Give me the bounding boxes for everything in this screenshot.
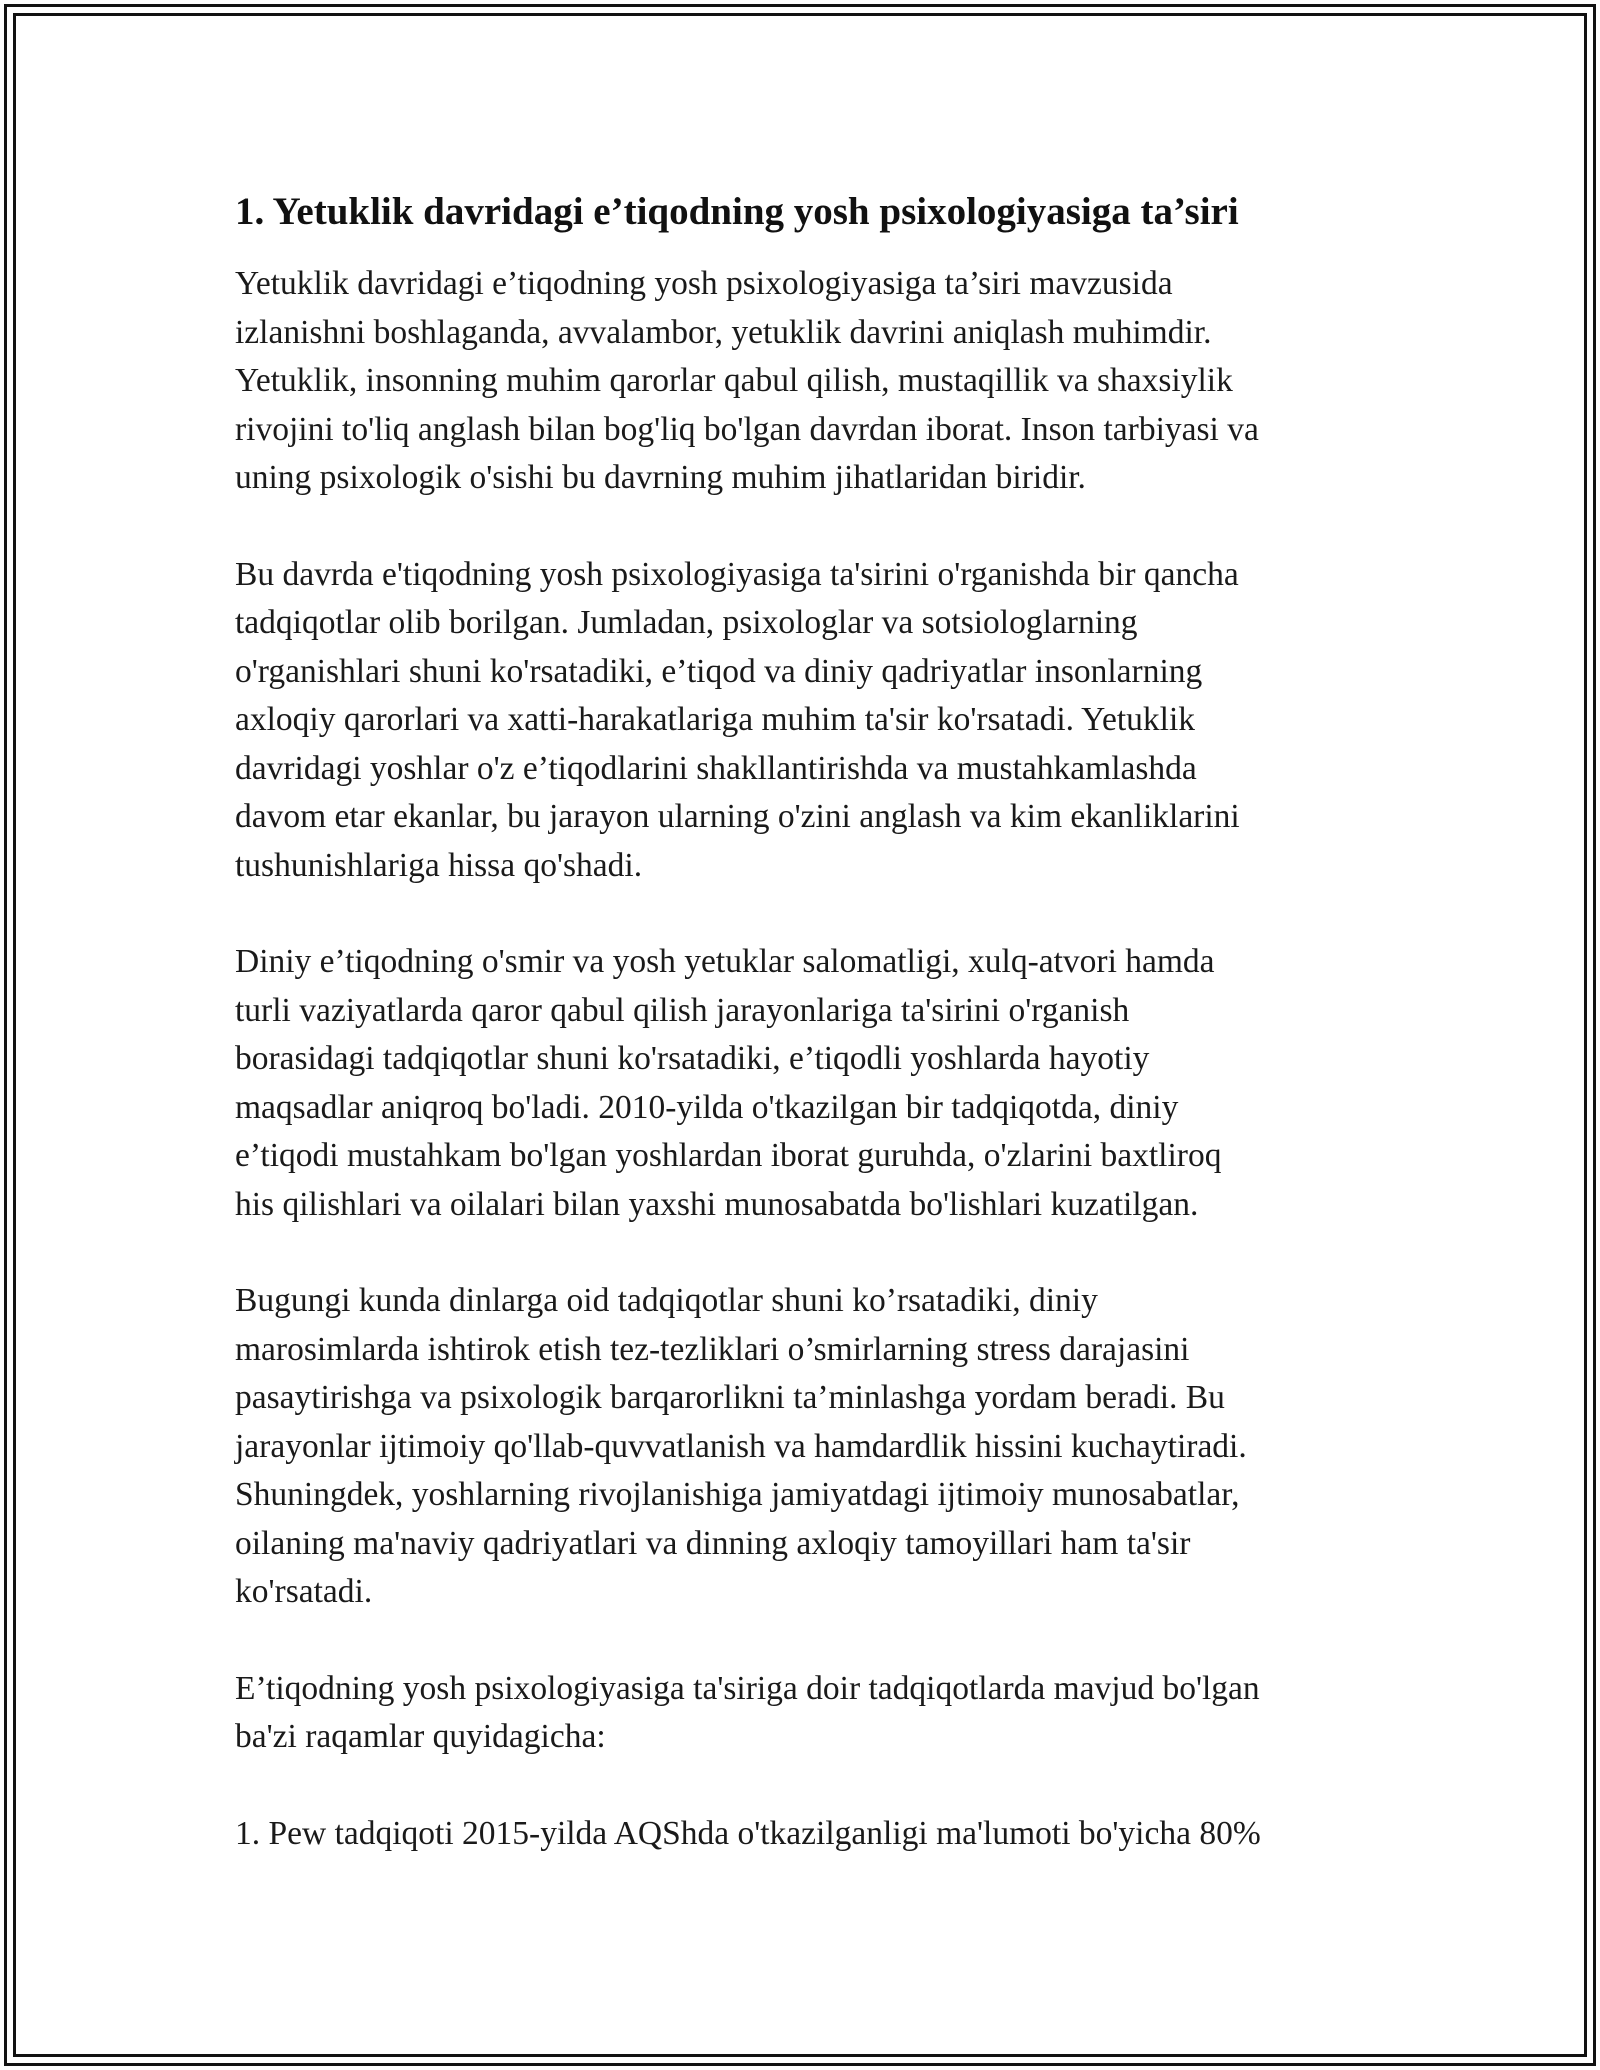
text-line: ko'rsatadi. [235,1573,373,1610]
text-line: turli vaziyatlarda qaror qabul qilish jarayonlariga ta'sirini o'rganish [235,991,1130,1029]
text-line: o'rganishlari shuni ko'rsatadiki, e’tiqod va diniy qadriyatlar insonlarning [235,652,1203,690]
paragraph-1 [235,260,1385,503]
text-line: maqsadlar aniqroq bo'ladi. 2010-yilda o'tkazilgan bir tadqiqotda, diniy [235,1088,1179,1126]
paragraph-2 [235,551,1385,891]
text-line: axloqiy qarorlari va xatti-harakatlariga muhim ta'sir ko'rsatadi. Yetuklik [235,701,1196,738]
paragraph-5 [235,1665,1385,1762]
text-line: Yetuklik davridagi e’tiqodning yosh psixologiyasiga ta’siri mavzusida [235,265,1173,302]
text-line: Shuningdek, yoshlarning rivojlanishiga jamiyatdagi ijtimoiy munosabatlar, [235,1476,1240,1513]
paragraph-3 [235,938,1385,1229]
text-line: Diniy e’tiqodning o'smir va yosh yetuklar salomatligi, xulq-atvori hamda [235,943,1215,980]
text-line: davom etar ekanlar, bu jarayon ularning o'zini anglash va kim ekanliklarini [235,798,1240,835]
document-body [235,184,1385,1906]
list-item-1 [235,1810,1385,1859]
text-line: his qilishlari va oilalari bilan yaxshi munosabatda bo'lishlari kuzatilgan. [235,1185,1199,1223]
section-heading: 1. Yetuklik davridagi e’tiqodning yosh psixologiyasiga ta’siri [235,190,1239,233]
text-line: Yetuklik, insonning muhim qarorlar qabul qilish, mustaqillik va shaxsiylik [235,362,1233,399]
text-line: marosimlarda ishtirok etish tez-tezliklari o’smirlarning stress darajasini [235,1330,1190,1368]
text-line: tadqiqotlar olib borilgan. Jumladan, psixologlar va sotsiologlarning [235,604,1138,641]
text-line: tushunishlariga hissa qo'shadi. [235,846,643,884]
text-line: borasidagi tadqiqotlar shuni ko'rsatadiki, e’tiqodli yoshlarda hayotiy [235,1040,1150,1077]
text-line: e’tiqodi mustahkam bo'lgan yoshlardan iborat guruhda, o'zlarini baxtliroq [235,1137,1222,1174]
text-line: davridagi yoshlar o'z e’tiqodlarini shakllantirishda va mustahkamlashda [235,749,1197,787]
text-line: Bu davrda e'tiqodning yosh psixologiyasiga ta'sirini o'rganishda bir qancha [235,555,1239,593]
text-line: 1. Pew tadqiqoti 2015-yilda AQShda o'tkazilganligi ma'lumoti bo'yicha 80% [235,1814,1261,1852]
text-line: rivojini to'liq anglash bilan bog'liq bo'lgan davrdan iborat. Inson tarbiyasi va [235,410,1259,448]
text-line: E’tiqodning yosh psixologiyasiga ta'siriga doir tadqiqotlarda mavjud bo'lgan [235,1669,1260,1707]
text-line: ba'zi raqamlar quyidagicha: [235,1718,606,1755]
text-line: izlanishni boshlaganda, avvalambor, yetuklik davrini aniqlash muhimdir. [235,313,1212,351]
text-line: pasaytirishga va psixologik barqarorlikni ta’minlashga yordam beradi. Bu [235,1379,1225,1416]
text-line: uning psixologik o'sishi bu davrning muhim jihatlaridan biridir. [235,459,1086,496]
paragraph-4 [235,1277,1385,1617]
text-line: jarayonlar ijtimoiy qo'llab-quvvatlanish va hamdardlik hissini kuchaytiradi. [235,1427,1247,1465]
text-line: Bugungi kunda dinlarga oid tadqiqotlar shuni ko’rsatadiki, diniy [235,1282,1098,1319]
text-line: oilaning ma'naviy qadriyatlari va dinning axloqiy tamoyillari ham ta'sir [235,1524,1191,1562]
